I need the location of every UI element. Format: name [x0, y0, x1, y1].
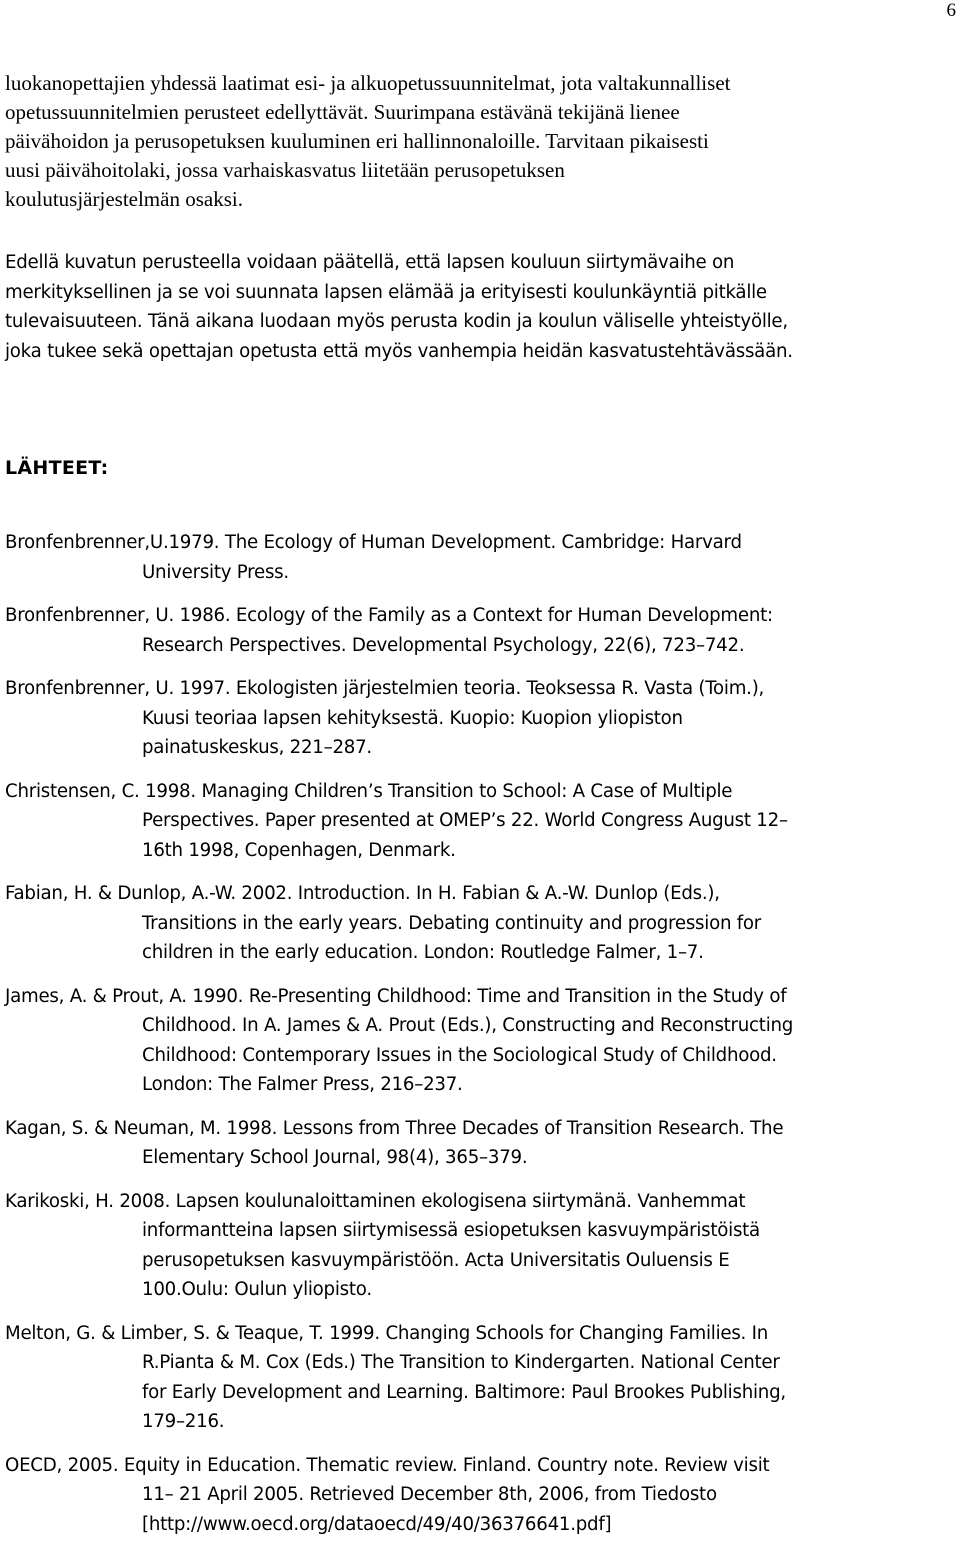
- reference-line: OECD, 2005. Equity in Education. Thematic review. Finland. Country note. Review visit: [5, 1454, 770, 1476]
- reference-line: 100.Oulu: Oulun yliopisto.: [142, 1279, 372, 1300]
- reference-line: University Press.: [142, 561, 289, 583]
- reference-line: London: The Falmer Press, 216–237.: [142, 1074, 463, 1095]
- reference-entry: [5, 601, 960, 660]
- reference-line: children in the early education. London: Routledge Falmer, 1–7.: [142, 942, 704, 963]
- reference-line: Childhood: Contemporary Issues in the Sociological Study of Childhood.: [142, 1044, 777, 1066]
- reference-entry: [5, 1451, 960, 1540]
- reference-line: Bronfenbrenner, U. 1997. Ekologisten järjestelmien teoria. Teoksessa R. Vasta (Toim.),: [5, 678, 765, 699]
- paragraph-line: joka tukee sekä opettajan opetusta että myös vanhempia heidän kasvatustehtävässään.: [5, 340, 793, 362]
- reference-line: 11– 21 April 2005. Retrieved December 8th, 2006, from Tiedosto: [142, 1484, 717, 1505]
- paragraph-intro: [5, 69, 955, 214]
- reference-line: Melton, G. & Limber, S. & Teaque, T. 1999. Changing Schools for Changing Families. In: [5, 1322, 768, 1344]
- paragraph-line: merkityksellinen ja se voi suunnata lapsen elämää ja erityisesti koulunkäyntiä pitkälle: [5, 281, 767, 303]
- reference-line: 16th 1998, Copenhagen, Denmark.: [142, 839, 456, 861]
- reference-entry: [5, 528, 960, 587]
- reference-line: R.Pianta & M. Cox (Eds.) The Transition to Kindergarten. National Center: [142, 1352, 780, 1373]
- paragraph-line: tulevaisuuteen. Tänä aikana luodaan myös perusta kodin ja koulun väliselle yhteistyölle,: [5, 311, 788, 332]
- reference-line: 179–216.: [142, 1411, 225, 1432]
- reference-line: informantteina lapsen siirtymisessä esiopetuksen kasvuympäristöistä: [142, 1220, 760, 1241]
- references-heading: LÄHTEET:: [5, 457, 109, 479]
- paragraph-line: päivähoidon ja perusopetuksen kuuluminen eri hallinnonaloille. Tarvitaan pikaisesti: [5, 129, 709, 153]
- reference-line: Elementary School Journal, 98(4), 365–379.: [142, 1147, 528, 1168]
- reference-line: [http://www.oecd.org/dataoecd/49/40/36376641.pdf]: [142, 1513, 612, 1535]
- reference-line: Christensen, C. 1998. Managing Children’s Transition to School: A Case of Multiple: [5, 780, 733, 802]
- paragraph-line: Edellä kuvatun perusteella voidaan päätellä, että lapsen kouluun siirtymävaihe on: [5, 252, 735, 273]
- reference-entry: [5, 1114, 960, 1173]
- reference-entry: [5, 982, 960, 1100]
- reference-line: Fabian, H. & Dunlop, A.-W. 2002. Introduction. In H. Fabian & A.-W. Dunlop (Eds.),: [5, 883, 720, 904]
- reference-line: Kagan, S. & Neuman, M. 1998. Lessons from Three Decades of Transition Research. The: [5, 1117, 784, 1139]
- reference-line: painatuskeskus, 221–287.: [142, 737, 372, 758]
- reference-entry: [5, 1319, 960, 1437]
- reference-line: Bronfenbrenner,U.1979. The Ecology of Human Development. Cambridge: Harvard: [5, 532, 742, 553]
- reference-line: James, A. & Prout, A. 1990. Re-Presenting Childhood: Time and Transition in the Study of: [5, 985, 787, 1007]
- paragraph-line: opetussuunnitelmien perusteet edellyttävät. Suurimpana estävänä tekijänä lienee: [5, 100, 680, 124]
- paragraph-line: koulutusjärjestelmän osaksi.: [5, 187, 243, 211]
- reference-line: Research Perspectives. Developmental Psychology, 22(6), 723–742.: [142, 634, 745, 656]
- paragraph-line: luokanopettajien yhdessä laatimat esi- ja alkuopetussuunnitelmat, jota valtakunnalliset: [5, 71, 731, 95]
- reference-line: Childhood. In A. James & A. Prout (Eds.), Constructing and Reconstructing: [142, 1015, 794, 1036]
- reference-entry: [5, 879, 960, 968]
- reference-line: for Early Development and Learning. Baltimore: Paul Brookes Publishing,: [142, 1381, 786, 1403]
- reference-line: Bronfenbrenner, U. 1986. Ecology of the Family as a Context for Human Development:: [5, 605, 773, 626]
- reference-entry: [5, 777, 960, 866]
- reference-line: Kuusi teoriaa lapsen kehityksestä. Kuopio: Kuopion yliopiston: [142, 707, 683, 729]
- reference-line: Perspectives. Paper presented at OMEP’s 22. World Congress August 12–: [142, 810, 788, 831]
- page-number: 6: [946, 0, 956, 21]
- reference-list: [5, 528, 960, 1553]
- reference-line: Transitions in the early years. Debating continuity and progression for: [142, 912, 762, 934]
- reference-entry: [5, 674, 960, 763]
- reference-line: Karikoski, H. 2008. Lapsen koulunaloittaminen ekologisena siirtymänä. Vanhemmat: [5, 1190, 746, 1212]
- paragraph-conclusion: [5, 248, 960, 366]
- paragraph-line: uusi päivähoitolaki, jossa varhaiskasvatus liitetään perusopetuksen: [5, 158, 565, 182]
- reference-entry: [5, 1187, 960, 1305]
- reference-line: perusopetuksen kasvuympäristöön. Acta Universitatis Ouluensis E: [142, 1249, 730, 1271]
